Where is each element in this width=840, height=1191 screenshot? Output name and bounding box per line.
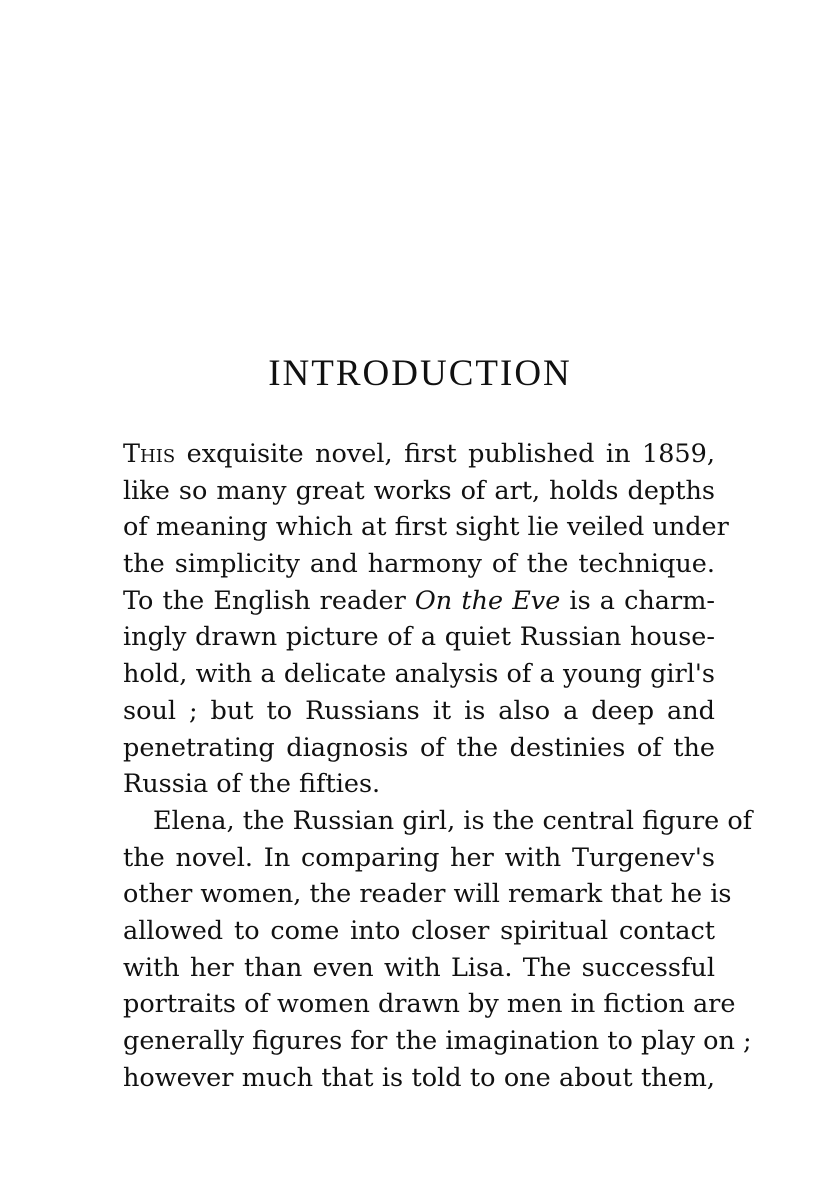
text-line: generally figures for the imagination to play on ;: [123, 1026, 752, 1056]
drop-lead-word: This: [123, 439, 176, 469]
text-line: with her than even with Lisa. The successful: [123, 952, 715, 983]
body-text: [123, 436, 753, 1096]
line-text: To the English reader: [123, 585, 415, 616]
paragraph-1: [123, 436, 729, 803]
text-line: soul ; but to Russians it is also a deep and: [123, 695, 715, 726]
text-line: [123, 436, 715, 473]
text-line: ingly drawn picture of a quiet Russian house-: [123, 622, 715, 653]
text-line: other women, the reader will remark that he is: [123, 879, 732, 910]
text-line: the simplicity and harmony of the technique.: [123, 549, 715, 580]
text-line: Russia of the fifties.: [123, 769, 381, 800]
text-line: the novel. In comparing her with Turgenev's: [123, 842, 715, 873]
line-text: is a charm-: [560, 585, 715, 616]
text-line: portraits of women drawn by men in fiction are: [123, 989, 736, 1020]
paragraph-2: [123, 803, 753, 1097]
text-line: however much that is told to one about them,: [123, 1062, 715, 1093]
line-text: exquisite novel, first published in 1859,: [175, 439, 715, 469]
text-line: allowed to come into closer spiritual contact: [123, 915, 715, 946]
text-line: like so many great works of art, holds depths: [123, 475, 715, 506]
book-title: On the Eve: [414, 585, 561, 616]
text-line: penetrating diagnosis of the destinies of the: [123, 732, 715, 763]
text-line: of meaning which at first sight lie veiled under: [123, 512, 729, 543]
text-line: Elena, the Russian girl, is the central figure of: [153, 805, 753, 836]
text-line: hold, with a delicate analysis of a young girl's: [123, 659, 715, 690]
text-line: [123, 583, 715, 620]
chapter-heading: INTRODUCTION: [268, 353, 572, 394]
